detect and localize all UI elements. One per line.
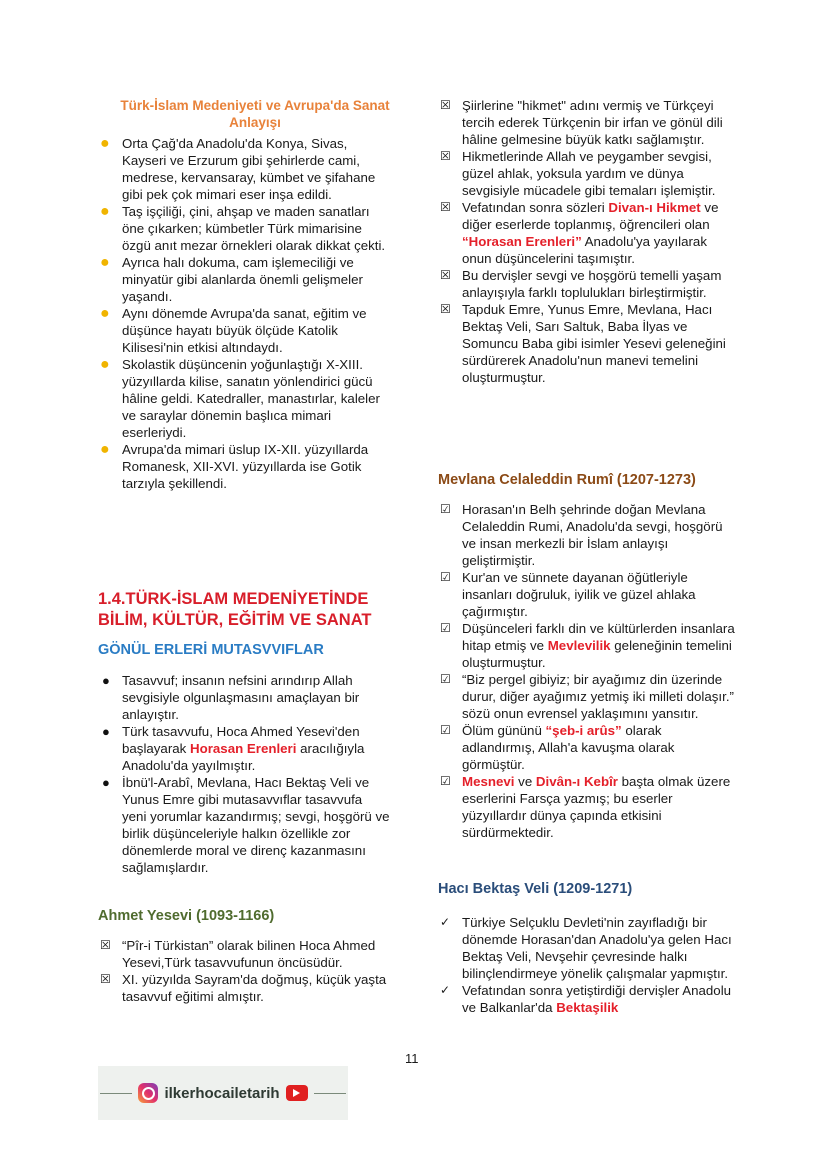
item-text: Tasavvuf; insanın nefsini arındırıp Allah sevgisiyle olgunlaşmasını amaçlayan bir anlayıştır.: [122, 673, 360, 722]
social-handle: ilkerhocailetarih: [164, 1084, 280, 1102]
list-item: [438, 569, 738, 620]
checkbox-x-icon: ☒: [100, 972, 111, 986]
item-text: aracılığıyla Anadolu'da yayılmıştır.: [122, 741, 365, 773]
list-item: [98, 971, 390, 1005]
item-text: Düşünceleri farklı din ve kültürlerden insanlara hitap etmiş ve: [462, 621, 735, 653]
item-text: Skolastik düşüncenin yoğunlaştığı X-XIII. yüzyıllarda kilise, sanatın yönlendirici gücü hâline geldi. Katedraller, manastırlar, kaleler ve saraylar dönemin başlıca mimari eserleriydi.: [122, 357, 380, 440]
list-item: [438, 501, 738, 569]
mevlana-section: [438, 472, 738, 841]
checkbox-checked-icon: ☑: [440, 723, 451, 737]
item-text: Kur'an ve sünnete dayanan öğütleriyle insanları doğruluk, iyilik ve güzel ahlaka çağırmıştır.: [462, 570, 696, 619]
bektas-section: [438, 881, 738, 1016]
yesevi-continued: [438, 97, 738, 386]
item-text: ve: [514, 774, 536, 789]
list-item: [438, 982, 738, 1016]
divider-line: [100, 1093, 132, 1094]
item-text: Tapduk Emre, Yunus Emre, Mevlana, Hacı Bektaş Veli, Sarı Saltuk, Baba İlyas ve Somuncu Baba gibi isimler Yesevi geleneğini sürdürerek Anadolu'nun manevi temelini oluşturmuştur.: [462, 302, 726, 385]
checkbox-x-icon: ☒: [440, 200, 451, 214]
item-text: geleneğinin temelini oluşturmuştur.: [462, 638, 732, 670]
item-text: Vefatından sonra sözleri: [462, 200, 609, 215]
item-text: Türk tasavvufu, Hoca Ahmed Yesevi'den başlayarak: [122, 724, 360, 756]
yesevi-title: Ahmet Yesevi (1093-1166): [98, 908, 275, 924]
section-1-4: [98, 589, 390, 876]
social-banner: [98, 1066, 348, 1120]
bullet-dot-icon: ●: [100, 203, 110, 220]
list-item: [98, 254, 390, 305]
youtube-icon: [286, 1085, 308, 1101]
yesevi-list-continued: [438, 97, 738, 386]
item-text: Avrupa'da mimari üslup IX-XII. yüzyıllarda Romanesk, XII-XVI. yüzyıllarda ise Gotik tarzıyla şekillendi.: [122, 442, 369, 491]
item-text: Ayrıca halı dokuma, cam işlemeciliği ve minyatür gibi alanlarda önemli gelişmeler yaşandı.: [122, 255, 363, 304]
list-item: [438, 267, 738, 301]
item-text: Bu dervişler sevgi ve hoşgörü temelli yaşam anlayışıyla farklı toplulukları birleştirmiştir.: [462, 268, 722, 300]
checkmark-icon: ✓: [440, 983, 451, 997]
bullet-dot-icon: ●: [102, 775, 110, 790]
checkbox-checked-icon: ☑: [440, 774, 451, 788]
list-item: [438, 199, 738, 267]
checkbox-x-icon: ☒: [100, 938, 111, 952]
page-number: 11: [405, 1051, 419, 1066]
list-item: [98, 356, 390, 441]
section-title: 1.4.TÜRK-İSLAM MEDENİYETİNDE BİLİM, KÜLTÜR, EĞİTİM VE SANAT: [98, 590, 372, 629]
highlighted-term: “şeb-i arûs”: [545, 723, 622, 738]
checkbox-x-icon: ☒: [440, 268, 451, 282]
bullet-dot-icon: ●: [102, 673, 110, 688]
item-text: Taş işçiliği, çini, ahşap ve maden sanatları öne çıkarken; kümbetler Türk mimarisine özgü anıt mezar örnekleri olarak dikkat çekti.: [122, 204, 386, 253]
highlighted-term: “Horasan Erenleri”: [462, 234, 582, 249]
yesevi-list: [98, 937, 390, 1005]
checkbox-checked-icon: ☑: [440, 672, 451, 686]
instagram-icon: [138, 1083, 158, 1103]
highlighted-term: Mesnevi: [462, 774, 515, 789]
bullet-dot-icon: ●: [102, 724, 110, 739]
item-text: başta olmak üzere eserlerini Farsça yazmış; bu eserler yüzyıllardır dünya çapında etkisini sürdürmektedir.: [462, 774, 731, 840]
list-item: [98, 774, 390, 876]
list-item: [438, 97, 738, 148]
highlighted-term: Divân-ı Kebîr: [535, 774, 618, 789]
art-section-title: Türk-İslam Medeniyeti ve Avrupa'da Sanat Anlayışı: [120, 98, 390, 130]
list-item: [438, 722, 738, 773]
checkbox-checked-icon: ☑: [440, 502, 451, 516]
checkmark-icon: ✓: [440, 915, 451, 929]
list-item: [98, 723, 390, 774]
divider-line: [314, 1093, 346, 1094]
bullet-dot-icon: ●: [100, 254, 110, 271]
checkbox-checked-icon: ☑: [440, 570, 451, 584]
checkbox-x-icon: ☒: [440, 149, 451, 163]
highlighted-term: Divan-ı Hikmet: [608, 200, 701, 215]
bektas-list: [438, 914, 738, 1016]
art-section: [98, 97, 390, 492]
tasavvuf-list: [98, 672, 390, 876]
list-item: [438, 620, 738, 671]
mevlana-list: [438, 501, 738, 841]
bullet-dot-icon: ●: [100, 356, 110, 373]
item-text: Horasan'ın Belh şehrinde doğan Mevlana Celaleddin Rumi, Anadolu'da sevgi, hoşgörü ve insan merkezli bir İslam anlayışı geliştirmiştir.: [462, 502, 723, 568]
checkbox-x-icon: ☒: [440, 302, 451, 316]
list-item: [438, 301, 738, 386]
bullet-dot-icon: ●: [100, 441, 110, 458]
item-text: “Pîr-i Türkistan” olarak bilinen Hoca Ahmed Yesevi,Türk tasavvufunun öncüsüdür.: [122, 938, 376, 970]
item-text: İbnü'l-Arabî, Mevlana, Hacı Bektaş Veli ve Yunus Emre gibi mutasavvıflar tasavvufa yeni yorumlar kazandırmış; sevgi, hoşgörü ve birlik düşünceleriyle halkın özellikle zor dönemlerde moral ve direnç kazanmasını sağlamışlardır.: [122, 775, 390, 875]
highlighted-term: Horasan Erenleri: [190, 741, 297, 756]
list-item: [98, 672, 390, 723]
list-item: [98, 305, 390, 356]
item-text: olarak adlandırmış, Allah'a kavuşma olarak görmüştür.: [462, 723, 675, 772]
item-text: Türkiye Selçuklu Devleti'nin zayıfladığı bir dönemde Horasan'dan Anadolu'ya gelen Hacı Bektaş Veli, Nevşehir çevresinde halkı bilinçlendirmeye yönelik çalışmalar yapmıştır.: [462, 915, 732, 981]
bullet-dot-icon: ●: [100, 305, 110, 322]
item-text: Şiirlerine "hikmet" adını vermiş ve Türkçeyi tercih ederek Türkçenin bir irfan ve gönül dili hâline gelmesine büyük katkı sağlamıştır.: [462, 98, 723, 147]
list-item: [438, 148, 738, 199]
item-text: Anadolu'ya yayılarak onun düşüncelerini taşımıştır.: [462, 234, 707, 266]
item-text: Orta Çağ'da Anadolu'da Konya, Sivas, Kayseri ve Erzurum gibi şehirlerde cami, medrese, kervansaray, kümbet ve şifahane gibi pek çok mimari eser inşa edildi.: [122, 136, 376, 202]
list-item: [438, 671, 738, 722]
art-list: [98, 135, 390, 492]
item-text: ve diğer eserlerde toplanmış, öğrencileri olan: [462, 200, 719, 232]
list-item: [98, 441, 390, 492]
item-text: Hikmetlerinde Allah ve peygamber sevgisi, güzel ahlak, yoksula yardım ve dünya sevgisiyle mücadele gibi temaları işlemiştir.: [462, 149, 716, 198]
item-text: “Biz pergel gibiyiz; bir ayağımız din üzerinde durur, diğer ayağımız yetmiş iki milleti dolaşır.” sözü onun evrensel yaklaşımını yansıtır.: [462, 672, 734, 721]
checkbox-checked-icon: ☑: [440, 621, 451, 635]
list-item: [438, 914, 738, 982]
bullet-dot-icon: ●: [100, 135, 110, 152]
mevlana-title: Mevlana Celaleddin Rumî (1207-1273): [438, 472, 696, 488]
item-text: XI. yüzyılda Sayram'da doğmuş, küçük yaşta tasavvuf eğitimi almıştır.: [122, 972, 387, 1004]
highlighted-term: Bektaşilik: [556, 1000, 619, 1015]
yesevi-section: [98, 908, 390, 1005]
list-item: [98, 203, 390, 254]
bektas-title: Hacı Bektaş Veli (1209-1271): [438, 881, 633, 897]
list-item: [98, 937, 390, 971]
item-text: Aynı dönemde Avrupa'da sanat, eğitim ve düşünce hayatı büyük ölçüde Katolik Kilisesi'nin etkisi altındaydı.: [122, 306, 367, 355]
subsection-title: GÖNÜL ERLERİ MUTASVVIFLAR: [98, 642, 324, 658]
list-item: [98, 135, 390, 203]
item-text: Vefatından sonra yetiştirdiği dervişler Anadolu ve Balkanlar'da: [462, 983, 732, 1015]
item-text: Ölüm gününü: [462, 723, 546, 738]
checkbox-x-icon: ☒: [440, 98, 451, 112]
list-item: [438, 773, 738, 841]
highlighted-term: Mevlevilik: [547, 638, 611, 653]
